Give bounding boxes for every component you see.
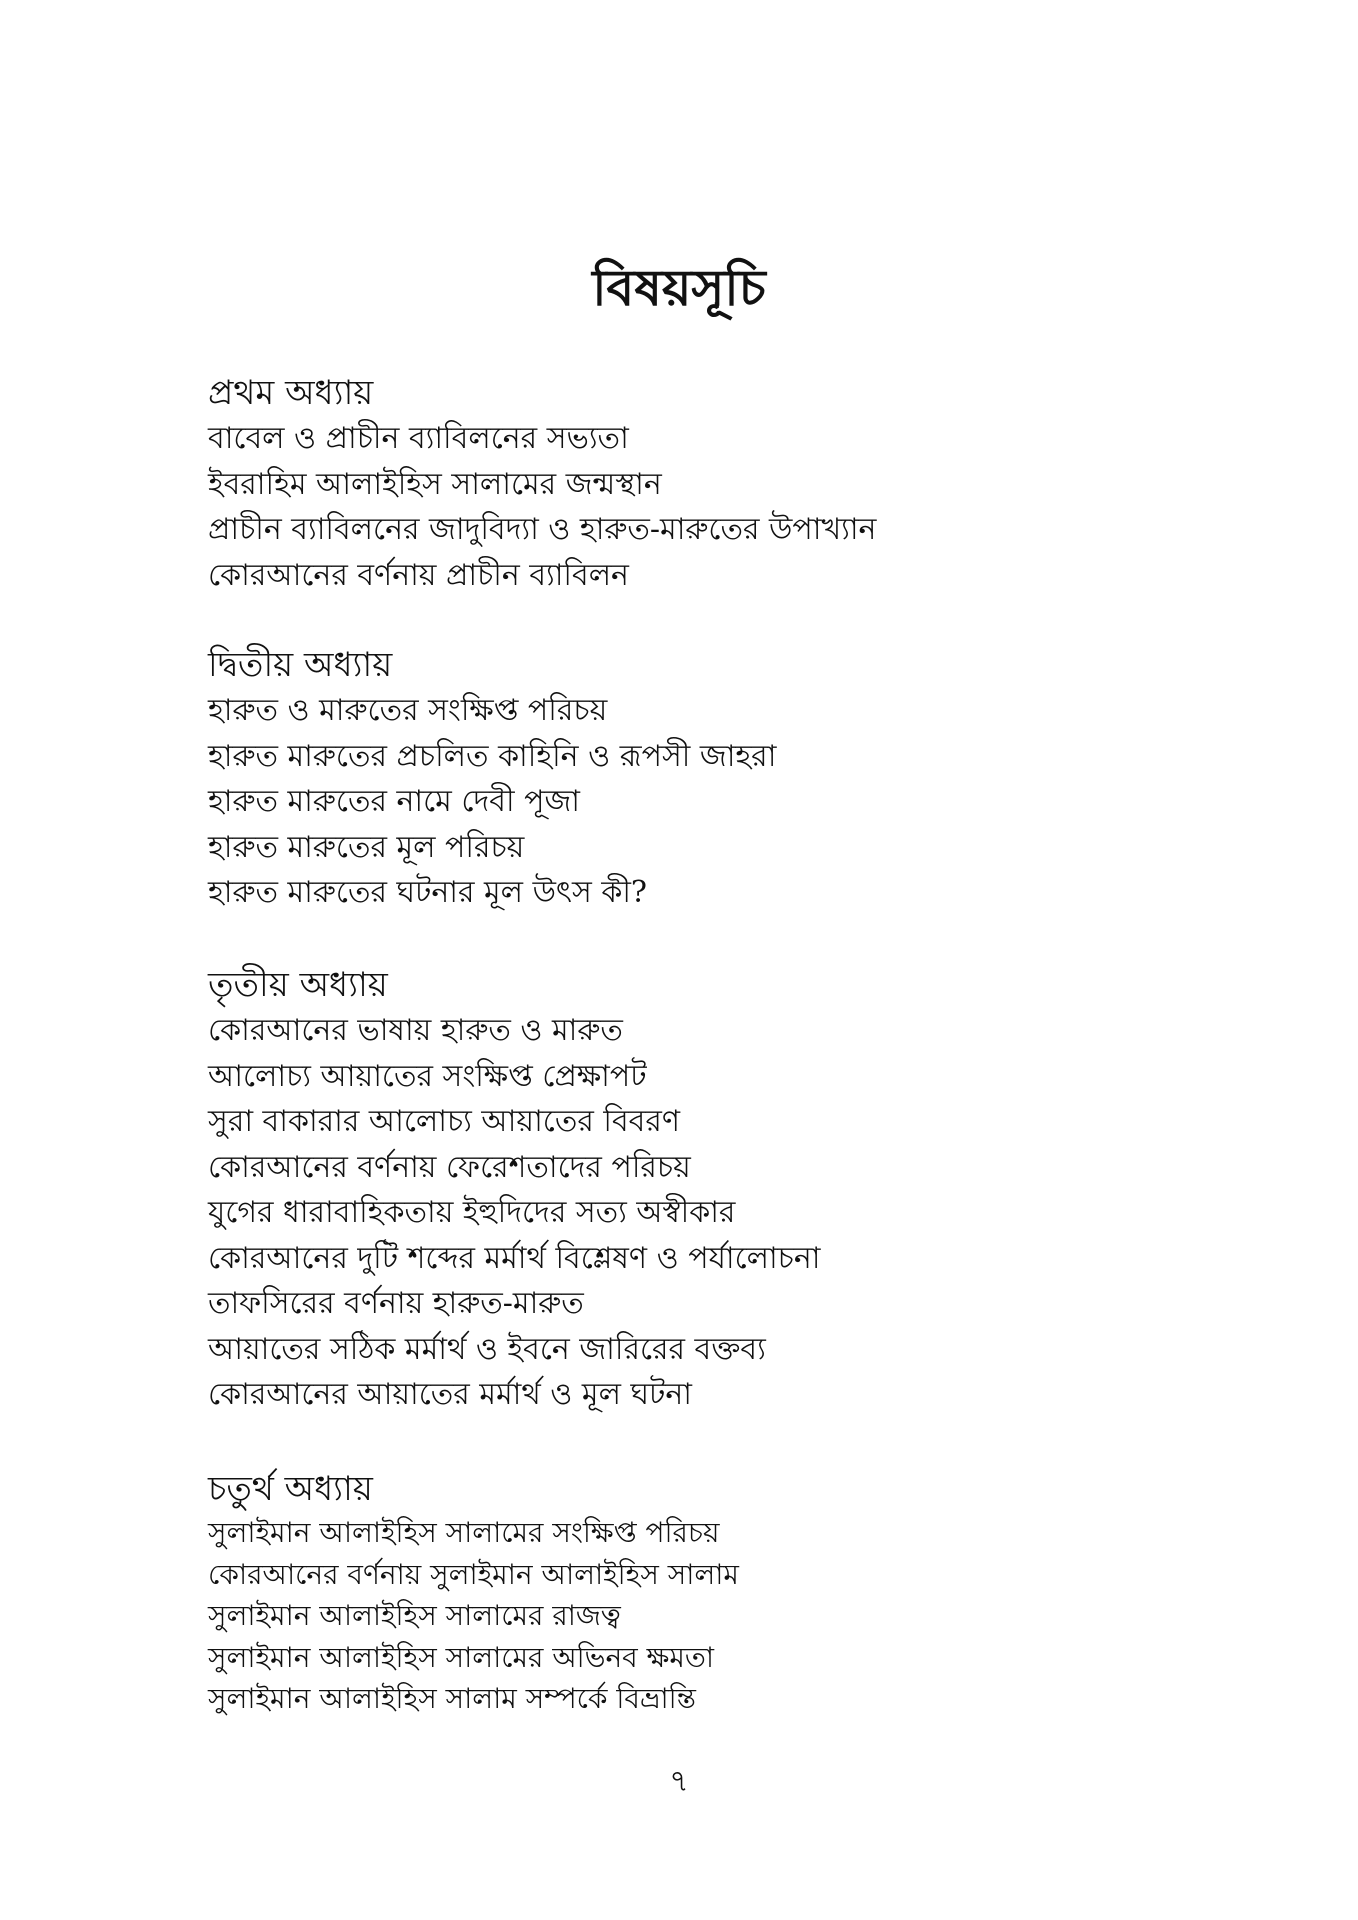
chapter-3 <box>208 962 820 1418</box>
chapter-entries <box>208 1512 739 1720</box>
chapter-2 <box>208 642 776 916</box>
toc-entry: সুলাইমান আলাইহিস সালামের অভিনব ক্ষমতা <box>208 1640 715 1674</box>
chapter-heading: প্রথম অধ্যায় <box>208 373 374 413</box>
toc-entry: কোরআনের আয়াতের মর্মার্থ ও মূল ঘটনা <box>208 1377 692 1412</box>
toc-entry: প্রাচীন ব্যাবিলনের জাদুবিদ্যা ও হারুত-মারুতের উপাখ্যান <box>208 512 877 547</box>
chapter-4 <box>208 1466 739 1720</box>
toc-entry: সুলাইমান আলাইহিস সালাম সম্পর্কে বিভ্রান্তি <box>208 1682 696 1715</box>
toc-entry: ইবরাহিম আলাইহিস সালামের জন্মস্থান <box>208 466 662 502</box>
toc-entry: হারুত মারুতের নামে দেবী পূজা <box>208 784 581 819</box>
toc-entry: আয়াতের সঠিক মর্মার্থ ও ইবনে জারিরের বক্তব্য <box>208 1331 766 1367</box>
toc-entry: কোরআনের বর্ণনায় ফেরেশতাদের পরিচয় <box>208 1149 691 1185</box>
toc-entry: কোরআনের বর্ণনায় সুলাইমান আলাইহিস সালাম <box>208 1557 739 1591</box>
toc-entry: হারুত ও মারুতের সংক্ষিপ্ত পরিচয় <box>208 693 608 728</box>
toc-entry: কোরআনের ভাষায় হারুত ও মারুত <box>208 1013 623 1048</box>
toc-entry: কোরআনের দুটি শব্দের মর্মার্থ বিশ্লেষণ ও পর্যালোচনা <box>208 1240 821 1276</box>
toc-entry: হারুত মারুতের ঘটনার মূল উৎস কী? <box>208 875 647 910</box>
toc-entry: কোরআনের বর্ণনায় প্রাচীন ব্যাবিলন <box>208 557 629 593</box>
chapter-1 <box>208 370 876 598</box>
toc-entry: তাফসিরের বর্ণনায় হারুত-মারুত <box>208 1286 584 1321</box>
toc-entry: সুলাইমান আলাইহিস সালামের রাজত্ব <box>208 1599 621 1632</box>
toc-entry: সুলাইমান আলাইহিস সালামের সংক্ষিপ্ত পরিচয় <box>208 1516 720 1549</box>
chapter-entries <box>208 688 776 916</box>
chapter-heading: চতুর্থ অধ্যায় <box>208 1469 373 1509</box>
toc-entry: বাবেল ও প্রাচীন ব্যাবিলনের সভ্যতা <box>208 421 629 456</box>
page-title: বিষয়সূচি <box>592 258 766 317</box>
toc-entry: হারুত মারুতের মূল পরিচয় <box>208 829 525 865</box>
page-number: ৭ <box>669 1764 689 1799</box>
toc-entry: আলোচ্য আয়াতের সংক্ষিপ্ত প্রেক্ষাপট <box>208 1058 647 1094</box>
toc-entry: হারুত মারুতের প্রচলিত কাহিনি ও রূপসী জাহরা <box>208 738 777 774</box>
chapter-entries <box>208 1008 820 1418</box>
chapter-entries <box>208 416 876 598</box>
toc-entry: যুগের ধারাবাহিকতায় ইহুদিদের সত্য অস্বীকার <box>208 1195 736 1230</box>
chapter-heading: দ্বিতীয় অধ্যায় <box>208 645 393 685</box>
toc-entry: সুরা বাকারার আলোচ্য আয়াতের বিবরণ <box>208 1104 680 1139</box>
chapter-heading: তৃতীয় অধ্যায় <box>208 965 388 1005</box>
